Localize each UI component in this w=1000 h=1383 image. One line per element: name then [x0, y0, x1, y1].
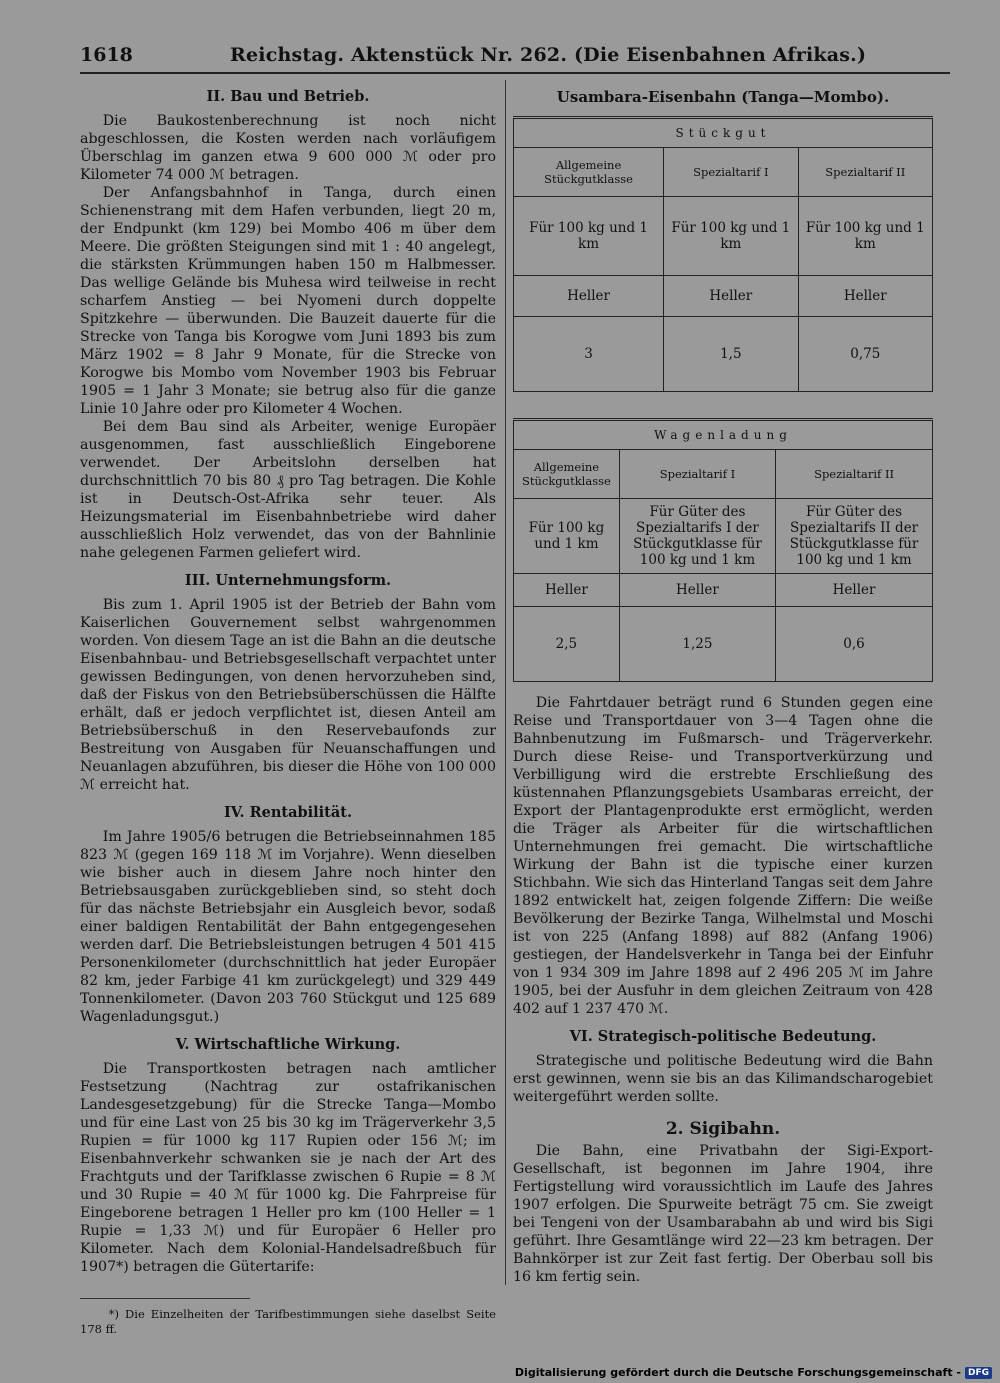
column-header: Spezialtarif II: [798, 148, 932, 197]
paragraph: Die Bahn, eine Privatbahn der Sigi-Export-Gesellschaft, ist begonnen im Jahre 1904, ihre Fertigstellung wird voraussichtlich im Laufe des Jahres 1907 erfolgen. Die Spurweite beträgt 75 cm. Sie zweigt bei Tengeni von der Usambarabahn ab und wird bis Sigi geführt. Ihre Gesamtlänge wird 22—23 km betragen. Der Bahnkörper ist zur Zeit fast fertig. Der Oberbau soll bis 16 km fertig sein.: [513, 1143, 933, 1285]
table-cell: Heller: [514, 276, 664, 317]
table-gap: [513, 392, 933, 418]
table-cell: Für Güter des Spezialtarifs II der Stückgutklasse für 100 kg und 1 km: [776, 499, 933, 574]
table-band: Stückgut: [514, 118, 933, 148]
digitization-credit: [515, 1366, 992, 1379]
paragraph: Im Jahre 1905/6 betrugen die Betriebseinnahmen 185 823 ℳ (gegen 169 118 ℳ im Vorjahre). Wenn dieselben wie bisher auch in diesem Jahre noch hinter den Betriebsausgaben zurückgeblieben sind, so steht doch für das nächste Betriebsjahr ein Ausgleich bevor, sodaß einer baldigen Rentabilität der Bahn entgegengesehen werden darf. Die Betriebsleistungen betrugen 4 501 415 Personenkilometer (durchschnittlich hat jeder Europäer 82 km, jeder Farbige 41 km zurückgelegt) und 329 449 Tonnenkilometer. (Davon 203 760 Stückgut und 125 689 Wagenladungsgut.): [80, 829, 496, 1025]
paragraph: Strategische und politische Bedeutung wird die Bahn erst gewinnen, wenn sie bis an das Kilimandscharogebiet weitergeführt werden sollte.: [513, 1053, 933, 1105]
table-band: Wagenladung: [514, 420, 933, 450]
table-cell: 1,25: [619, 607, 775, 682]
column-header: Allgemeine Stückgutklasse: [514, 450, 620, 499]
table-cell: Heller: [664, 276, 798, 317]
chapter-title: 2. Sigibahn.: [665, 1119, 781, 1139]
column-header: Spezialtarif I: [619, 450, 775, 499]
table-cell: 2,5: [514, 607, 620, 682]
left-column: [80, 88, 496, 1337]
table-cell: Für Güter des Spezialtarifs I der Stückgutklasse für 100 kg und 1 km: [619, 499, 775, 574]
column-header: Allgemeine Stückgutklasse: [514, 148, 664, 197]
section-title: IV. Rentabilität.: [223, 804, 352, 821]
paragraph: Bis zum 1. April 1905 ist der Betrieb der Bahn vom Kaiserlichen Gouvernement selbst wahrgenommen worden. Von diesem Tage an ist die Bahn an die deutsche Eisenbahnbau- und Betriebsgesellschaft verpachtet unter gewissen Bedingungen, von denen hervorzuheben sind, daß der Fiskus von den Betriebsüberschüssen die Hälfte erhält, daß er jedoch verpflichtet ist, diesen Anteil am Betriebsüberschuß in den Reservebaufonds zur Bestreitung von Ausgaben für Neuanschaffungen und Neuanlagen abzuführen, bis dieser die Höhe von 100 000 ℳ erreicht hat.: [80, 597, 496, 793]
section-title: V. Wirtschaftliche Wirkung.: [175, 1036, 401, 1053]
section-title: III. Unternehmungsform.: [184, 572, 392, 589]
footnote-rule: [80, 1298, 250, 1299]
table-cell: 0,75: [798, 317, 932, 392]
paragraph: Der Anfangsbahnhof in Tanga, durch einen Schienenstrang mit dem Hafen verbunden, liegt 20 m, der Endpunkt (km 129) bei Mombo 406 m über dem Meere. Die größten Steigungen sind mit 1 : 40 angelegt, die stärksten Krümmungen haben 150 m Halbmesser. Das wellige Gelände bis Muhesa wird teilweise in recht scharfem Anstieg — bei Nyomeni durch doppelte Spitzkehre — überwunden. Die Bauzeit dauerte für die Strecke von Tanga bis Korogwe vom Juni 1893 bis zum März 1902 = 8 Jahr 9 Monate, für die Strecke von Korogwe bis Mombo vom November 1903 bis Februar 1905 = 1 Jahr 3 Monate; sie betrug also für die ganze Linie 10 Jahre oder pro Kilometer 4 Wochen.: [80, 185, 496, 417]
footnote: *) Die Einzelheiten der Tarifbestimmungen siehe daselbst Seite 178 ff.: [80, 1307, 496, 1336]
table-cell: Heller: [798, 276, 932, 317]
page-number: 1618: [80, 44, 133, 66]
column-header: Spezialtarif II: [776, 450, 933, 499]
header-rule: [80, 72, 950, 74]
running-head: Reichstag. Aktenstück Nr. 262. (Die Eisenbahnen Afrikas.): [230, 44, 867, 66]
table-cell: Für 100 kg und 1 km: [664, 197, 798, 276]
table-cell: 1,5: [664, 317, 798, 392]
section-title: II. Bau und Betrieb.: [206, 88, 370, 105]
credit-text: Digitalisierung gefördert durch die Deutsche Forschungsgemeinschaft -: [514, 1366, 961, 1379]
page-header: [80, 44, 950, 70]
table-cell: Heller: [776, 574, 933, 607]
dfg-logo: DFG: [965, 1367, 992, 1379]
paragraph: Die Transportkosten betragen nach amtlicher Festsetzung (Nachtrag zur ostafrikanischen Landesgesetzgebung) für die Strecke Tanga—Mombo und für eine Last von 25 bis 30 kg im Trägerverkehr 3,5 Rupien = für 1000 kg 117 Rupien oder 156 ℳ; im Eisenbahnverkehr schwanken sie je nach der Art des Frachtguts und der Tarifklasse zwischen 6 Rupie = 8 ℳ und 30 Rupie = 40 ℳ für 1000 kg. Die Fahrpreise für Eingeborene betragen 1 Heller pro km (100 Heller = 1 Rupie = 1,33 ℳ) und für Europäer 6 Heller pro Kilometer. Nach dem Kolonial-Handelsadreßbuch für 1907*) betragen die Gütertarife:: [80, 1061, 496, 1275]
paragraph: Bei dem Bau sind als Arbeiter, wenige Europäer ausgenommen, fast ausschließlich Eingeborene verwendet. Der Arbeitslohn derselben hat durchschnittlich 70 bis 80 ₰ pro Tag betragen. Die Kohle ist in Deutsch-Ost-Afrika sehr teuer. Als Heizungsmaterial im Eisenbahnbetriebe wird daher ausschließlich Holz verwendet, das von der Bahnlinie nahe gelegenen Farmen geliefert wird.: [80, 419, 496, 561]
tariff-table-stueckgut: [513, 116, 933, 392]
table-cell: Für 100 kg und 1 km: [514, 499, 620, 574]
column-header: Spezialtarif I: [664, 148, 798, 197]
right-column: [513, 88, 933, 1286]
table-cell: 0,6: [776, 607, 933, 682]
tariff-table-wagenladung: [513, 418, 933, 682]
table-cell: Für 100 kg und 1 km: [514, 197, 664, 276]
table-title: Usambara-Eisenbahn (Tanga—Mombo).: [556, 88, 890, 106]
table-cell: Für 100 kg und 1 km: [798, 197, 932, 276]
section-title: VI. Strategisch-politische Bedeutung.: [569, 1028, 877, 1045]
paragraph: Die Fahrtdauer beträgt rund 6 Stunden gegen eine Reise und Transportdauer von 3—4 Tagen ohne die Bahnbenutzung im Fußmarsch- und Trägerverkehr. Durch diese Reise- und Transportverkürzung und Verbilligung wird die erstrebte Erschließung des küstennahen Pflanzungsgebiets Usambaras erreicht, der Export der Plantagenprodukte erst ermöglicht, werden die Träger als Arbeiter für die wirtschaftlichen Unternehmungen frei gemacht. Die wirtschaftliche Wirkung der Bahn ist die typische einer kurzen Stichbahn. Wie sich das Hinterland Tangas seit dem Jahre 1892 entwickelt hat, zeigen folgende Ziffern: Die weiße Bevölkerung der Bezirke Tanga, Wilhelmstal und Moschi ist von 225 (Anfang 1898) auf 882 (Anfang 1906) gestiegen, der Handelsverkehr in Tanga bei der Einfuhr von 1 934 309 im Jahre 1898 auf 2 496 205 ℳ im Jahre 1905, bei der Ausfuhr in dem gleichen Zeitraum von 428 402 auf 1 237 470 ℳ.: [513, 695, 933, 1017]
table-cell: 3: [514, 317, 664, 392]
table-cell: Heller: [619, 574, 775, 607]
paragraph: Die Baukostenberechnung ist noch nicht abgeschlossen, die Kosten werden nach vorläufigem Überschlag im ganzen etwa 9 600 000 ℳ oder pro Kilometer 74 000 ℳ betragen.: [80, 113, 496, 183]
column-divider: [505, 80, 506, 1285]
table-cell: Heller: [514, 574, 620, 607]
